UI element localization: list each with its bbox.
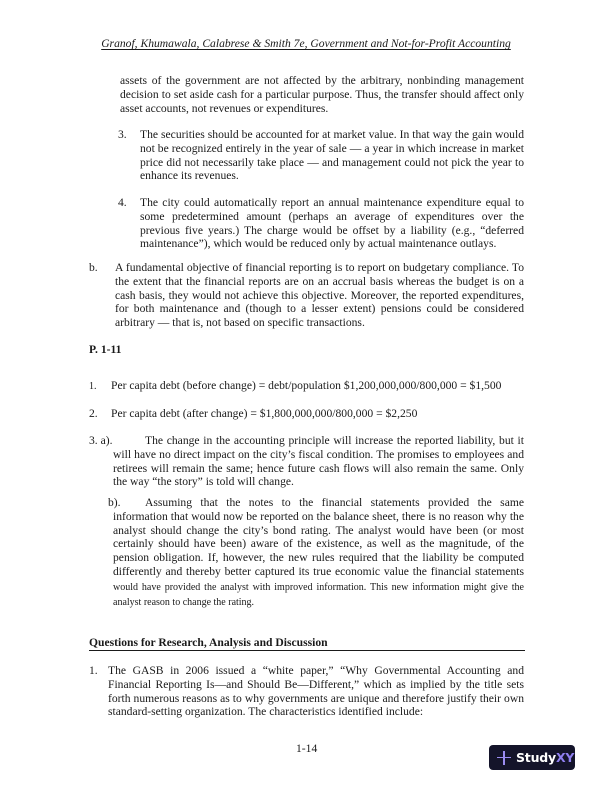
item-marker: b. [89, 261, 98, 274]
plus-icon [497, 751, 511, 765]
item-4-paragraph: The city could automatically report an annual maintenance expenditure equal to some predetermined amount (perhaps an average of expenditures over the previous five years.) The charge would be offset by a liability (e.g., “deferred maintenance”), which would be reduced only by actual maintenance outlays. [140, 196, 524, 251]
item-marker: 3. a). [89, 434, 113, 447]
running-header: Granof, Khumawala, Calabrese & Smith 7e, Government and Not-for-Profit Accounting [101, 37, 511, 50]
item-3b-text: Assuming that the notes to the financial statements provided the same information that would now be reported on the balance sheet, there is no reason why the analyst should change the city’s bond rating. The analyst would have been (or most certainly should have been) aware of the existence, as well as the magnitude, of the pension obligation. If, however, the new rules required that the liability be computed differently and thereby better captured its true economic value the [113, 496, 524, 578]
item-marker: b). [108, 496, 121, 509]
item-b-paragraph: A fundamental objective of financial reporting is to report on budgetary compliance. To the extent that the financial reports are on an accrual basis whereas the budget is on a cash basis, they would not achieve this objective. Moreover, the reported expenditures, for both maintenance and (though to a lesser extent) pensions could be considered arbitrary — that is, not based on specific transactions. [115, 261, 524, 330]
item-marker: 1. [89, 381, 97, 392]
item-3b-tail-large: financial statements [430, 564, 524, 578]
per-capita-before-line: Per capita debt (before change) = debt/population $1,200,000,000/800,000 = $1,500 [111, 379, 502, 392]
item-3b-paragraph [113, 496, 524, 609]
questions-heading: Questions for Research, Analysis and Discussion [89, 636, 328, 649]
item-marker: 4. [118, 196, 127, 209]
problem-heading: P. 1-11 [89, 343, 122, 356]
item-marker: 2. [89, 407, 98, 420]
continued-paragraph: assets of the government are not affected by the arbitrary, nonbinding management decision to set aside cash for a particular purpose. Thus, the transfer should affect only asset accounts, not revenues or expenditures. [120, 74, 524, 115]
per-capita-after-line: Per capita debt (after change) = $1,800,000,000/800,000 = $2,250 [111, 407, 418, 420]
item-3a-paragraph: The change in the accounting principle will increase the reported liability, but it will have no direct impact on the city’s fiscal condition. The promises to employees and retirees will remain the same; hence future cash flows will also remain the same. Only the way “the story” is told will change. [113, 434, 524, 489]
item-3-paragraph: The securities should be accounted for at market value. In that way the gain would not be recognized entirely in the year of sale — a year in which increase in market price did not necessarily take place — and management could not pick the year to enhance its revenues. [140, 128, 524, 183]
item-marker: 3. [118, 128, 127, 141]
item-marker: 1. [89, 664, 98, 677]
studyxy-badge[interactable] [489, 745, 575, 770]
item-3b-tail-small: would have provided the analyst with improved information. This new information might give the analyst reason to change the rating. [113, 581, 524, 608]
badge-brand-accent: XY [555, 750, 575, 765]
heading-rule [89, 650, 525, 651]
question-1-paragraph: The GASB in 2006 issued a “white paper,” “Why Governmental Accounting and Financial Reporting Is—and Should Be—Different,” which as implied by the title sets forth numerous reasons as to why governments are unique and therefore justify their own standard-setting organization. The characteristics identified include: [108, 664, 524, 719]
page-number: 1-14 [296, 742, 318, 755]
badge-brand: Study [516, 750, 556, 765]
